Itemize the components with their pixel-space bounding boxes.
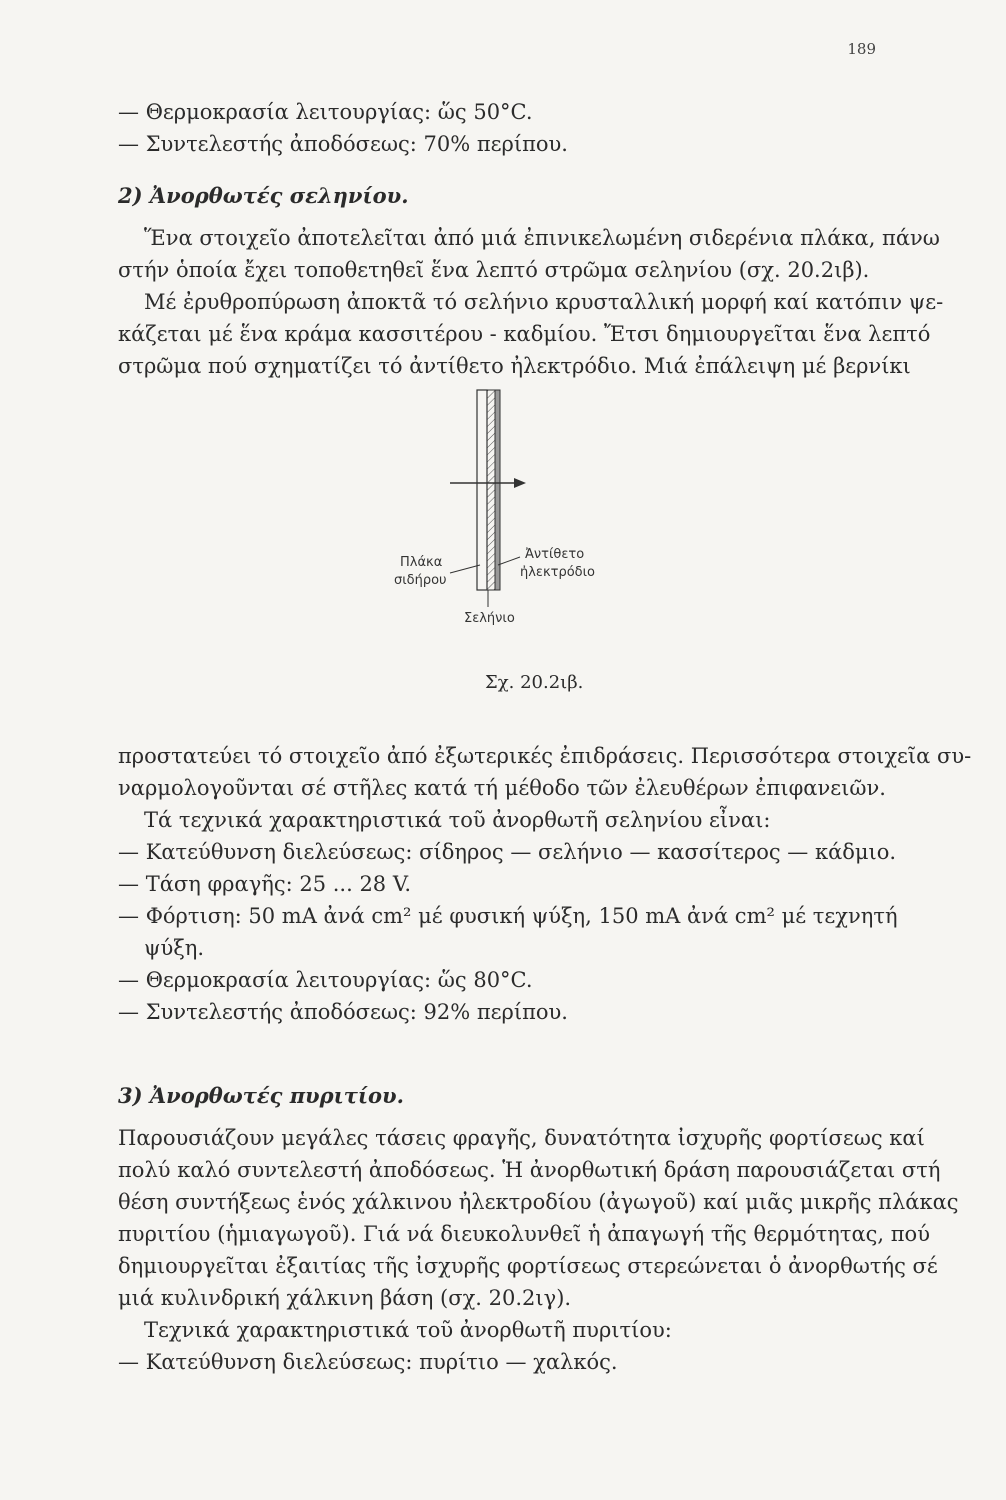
text-line: προστατεύει τό στοιχεῖο ἀπό ἐξωτερικές ἐπιδράσεις. Περισσότερα στοιχεῖα συ- (118, 744, 972, 768)
figure-selenium-element (380, 385, 680, 715)
specs-intro: Τά τεχνικά χαρακτηριστικά τοῦ ἀνορθωτῆ σεληνίου εἶναι: (144, 808, 771, 832)
text-line: στρῶμα πού σχηματίζει τό ἀντίθετο ἠλεκτρόδιο. Μιά ἐπάλειψη μέ βερνίκι (118, 354, 911, 378)
text-line: πολύ καλό συντελεστή ἀποδόσεως. Ἡ ἀνορθωτική δράση παρουσιάζεται στή (118, 1158, 941, 1182)
label-plate-2: σιδήρου (394, 573, 447, 588)
specs-intro: Τεχνικά χαρακτηριστικά τοῦ ἀνορθωτῆ πυριτίου: (144, 1318, 672, 1342)
iron-plate (477, 390, 487, 590)
text-line: δημιουργεῖται ἐξαιτίας τῆς ἰσχυρῆς φορτίσεως στερεώνεται ὁ ἀνορθωτής σέ (118, 1254, 938, 1278)
label-plate-1: Πλάκα (400, 555, 443, 570)
paragraph-silicon (118, 1122, 959, 1378)
list-item: — Θερμοκρασία λειτουργίας: ὥς 50°C. (118, 96, 918, 128)
text-line: ναρμολογοῦνται σέ στῆλες κατά τή μέθοδο τῶν ἐλευθέρων ἐπιφανειῶν. (118, 776, 886, 800)
label-selenium: Σελήνιο (464, 611, 515, 626)
paragraph-selenium-continued (118, 740, 972, 1028)
spec-item: — Φόρτιση: 50 mA ἀνά cm² μέ φυσική ψύξη, 150 mA ἀνά cm² μέ τεχνητή (118, 900, 918, 932)
label-counter-2: ἠλεκτρόδιο (520, 565, 595, 580)
spec-item: — Κατεύθυνση διελεύσεως: σίδηρος — σελήνιο — κασσίτερος — κάδμιο. (118, 836, 918, 868)
label-counter-1: Ἀντίθετο (525, 547, 585, 562)
text-line: Παρουσιάζουν μεγάλες τάσεις φραγῆς, δυνατότητα ἰσχυρῆς φορτίσεως καί (118, 1126, 925, 1150)
text-line: στήν ὁποία ἔχει τοποθετηθεῖ ἕνα λεπτό στρῶμα σεληνίου (σχ. 20.2ιβ). (118, 258, 870, 282)
text-line: πυριτίου (ἡμιαγωγοῦ). Γιά νά διευκολυνθεῖ ἡ ἀπαγωγή τῆς θερμότητας, πού (118, 1222, 930, 1246)
arrow-head-icon (514, 478, 526, 488)
spec-item-wrap: ψύξη. (144, 936, 205, 960)
text-line: Μέ ἐρυθροπύρωση ἀποκτᾶ τό σελήνιο κρυσταλλική μορφή καί κατόπιν ψε- (144, 290, 944, 314)
spec-item: — Θερμοκρασία λειτουργίας: ὥς 80°C. (118, 964, 918, 996)
spec-item: — Κατεύθυνση διελεύσεως: πυρίτιο — χαλκός. (118, 1346, 918, 1378)
text-line: Ἕνα στοιχεῖο ἀποτελεῖται ἀπό μιά ἐπινικελωμένη σιδερένια πλάκα, πάνω (144, 226, 940, 250)
text-line: μιά κυλινδρική χάλκινη βάση (σχ. 20.2ιγ). (118, 1286, 572, 1310)
top-list (118, 96, 918, 160)
spec-item: — Τάση φραγῆς: 25 ... 28 V. (118, 868, 918, 900)
page-number: 189 (847, 40, 876, 58)
selenium-layer (487, 390, 495, 590)
section-heading-selenium: 2) Ἀνορθωτές σεληνίου. (118, 183, 409, 208)
text-line: θέση συντήξεως ἑνός χάλκινου ἠλεκτροδίου (ἀγωγοῦ) καί μιᾶς μικρῆς πλάκας (118, 1190, 959, 1214)
list-item: — Συντελεστής ἀποδόσεως: 70% περίπου. (118, 128, 918, 160)
counter-electrode (495, 390, 500, 590)
paragraph-selenium-intro (118, 222, 944, 382)
spec-item: — Συντελεστής ἀποδόσεως: 92% περίπου. (118, 996, 918, 1028)
section-heading-silicon: 3) Ἀνορθωτές πυριτίου. (118, 1083, 404, 1108)
selenium-diagram (380, 385, 680, 625)
figure-caption: Σχ. 20.2ιβ. (485, 672, 584, 693)
text-line: κάζεται μέ ἕνα κράμα κασσιτέρου - καδμίου. Ἔτσι δημιουργεῖται ἕνα λεπτό (118, 322, 931, 346)
